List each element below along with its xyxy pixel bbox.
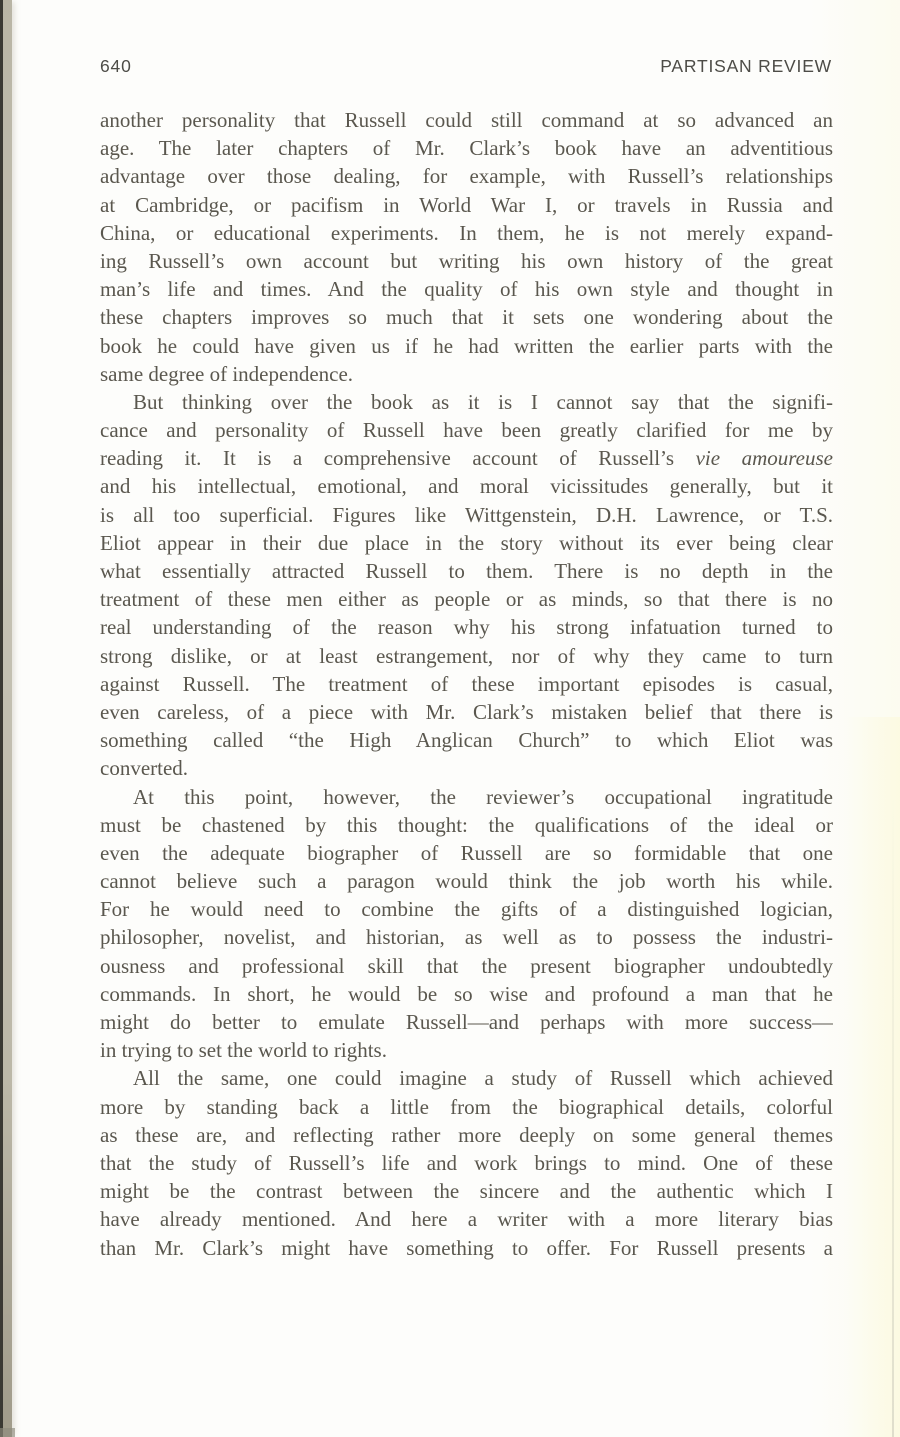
- text-segment: commands. In short, he would be so wise and profound a man that he: [100, 981, 833, 1006]
- text-segment: and his intellectual, emotional, and moral vicissitudes generally, but it: [100, 474, 833, 499]
- page-body: [100, 106, 833, 1262]
- text-segment: cannot believe such a paragon would think the job worth his while.: [100, 869, 833, 894]
- paragraph: [100, 106, 833, 388]
- text-line: [100, 501, 833, 529]
- text-line: [100, 1008, 833, 1036]
- text-segment: ing Russell’s own account but writing his own history of the great: [100, 248, 833, 273]
- text-segment: might be the contrast between the sincere and the authentic which I: [100, 1179, 833, 1204]
- text-line: [100, 162, 833, 190]
- text-line: [100, 275, 833, 303]
- scan-edge-bottom-smudge: [0, 1428, 15, 1437]
- text-line: [100, 1149, 833, 1177]
- text-segment: what essentially attracted Russell to them. There is no depth in the: [100, 559, 833, 583]
- text-line: [100, 726, 833, 754]
- scan-tint-bottom-right: [845, 717, 900, 1437]
- text-segment: man’s life and times. And the quality of his own style and thought in: [100, 277, 833, 302]
- text-line: [100, 952, 833, 980]
- text-segment: treatment of these men either as people or as minds, so that there is no: [100, 587, 833, 612]
- text-line: [100, 134, 833, 162]
- text-line: [100, 698, 833, 726]
- text-line: [100, 388, 833, 416]
- page-number: 640: [100, 56, 132, 76]
- text-segment: same degree of independence.: [100, 361, 354, 386]
- text-segment: than Mr. Clark’s might have something to offer. For Russell presents a: [100, 1235, 833, 1260]
- text-line: [100, 303, 833, 331]
- text-segment: For he would need to combine the gifts of a distinguished logician,: [100, 897, 833, 922]
- journal-title: PARTISAN REVIEW: [660, 56, 832, 76]
- text-line: [100, 895, 833, 923]
- text-line: [100, 867, 833, 895]
- text-segment: book he could have given us if he had written the earlier parts with the: [100, 333, 833, 358]
- text-segment: But thinking over the book as it is I cannot say that the signifi-: [133, 389, 833, 414]
- text-line: [100, 444, 833, 472]
- paragraph: [100, 1064, 833, 1261]
- running-head: [100, 56, 832, 77]
- text-segment: converted.: [100, 756, 189, 781]
- italic-text-segment: vie amoureuse: [695, 446, 833, 471]
- text-line: [100, 472, 833, 500]
- text-segment: that the study of Russell’s life and work brings to mind. One of these: [100, 1150, 833, 1175]
- text-line: [100, 247, 833, 275]
- text-segment: All the same, one could imagine a study of Russell which achieved: [133, 1066, 833, 1091]
- text-segment: China, or educational experiments. In them, he is not merely expand-: [100, 220, 833, 245]
- text-segment: At this point, however, the reviewer’s occupational ingratitude: [133, 784, 833, 809]
- text-segment: at Cambridge, or pacifism in World War I, or travels in Russia and: [100, 192, 833, 217]
- text-line: [100, 923, 833, 951]
- text-line: [100, 811, 833, 839]
- scan-edge-gutter-strip: [3, 0, 12, 1437]
- text-line: [100, 332, 833, 360]
- paragraph: [100, 388, 833, 783]
- text-line: [100, 191, 833, 219]
- text-segment: advantage over those dealing, for example, with Russell’s relationships: [100, 164, 833, 189]
- paragraph: [100, 783, 833, 1065]
- text-segment: as these are, and reflecting rather more deeply on some general themes: [100, 1122, 833, 1147]
- text-segment: reading it. It is a comprehensive account of Russell’s: [100, 446, 696, 471]
- text-line: [100, 839, 833, 867]
- text-line: [100, 529, 833, 557]
- text-line: [100, 1177, 833, 1205]
- text-line: [100, 416, 833, 444]
- text-line: [100, 783, 833, 811]
- text-segment: real understanding of the reason why his strong infatuation turned to: [100, 615, 833, 640]
- scan-right-edge-shadow: [892, 797, 894, 1437]
- text-line: [100, 613, 833, 641]
- text-segment: have already mentioned. And here a writer with a more literary bias: [100, 1207, 833, 1232]
- text-segment: something called “the High Anglican Church” to which Eliot was: [100, 728, 833, 753]
- text-segment: another personality that Russell could still command at so advanced an: [100, 108, 833, 132]
- text-segment: strong dislike, or at least estrangement, nor of why they came to turn: [100, 643, 833, 668]
- text-segment: might do better to emulate Russell—and perhaps with more success—: [100, 1010, 833, 1034]
- text-line: [100, 1093, 833, 1121]
- text-line: [100, 1064, 833, 1092]
- text-segment: is all too superficial. Figures like Wittgenstein, D.H. Lawrence, or T.S.: [100, 502, 833, 527]
- text-line: [100, 754, 833, 782]
- text-segment: ousness and professional skill that the present biographer undoubtedly: [100, 953, 833, 978]
- text-segment: age. The later chapters of Mr. Clark’s book have an adventitious: [100, 136, 833, 161]
- text-line: [100, 360, 833, 388]
- text-line: [100, 1234, 833, 1262]
- text-line: [100, 1121, 833, 1149]
- text-segment: even the adequate biographer of Russell are so formidable that one: [100, 840, 833, 865]
- text-segment: in trying to set the world to rights.: [100, 1038, 387, 1063]
- text-segment: philosopher, novelist, and historian, as well as to possess the industri-: [100, 925, 833, 950]
- text-segment: these chapters improves so much that it sets one wondering about the: [100, 305, 833, 330]
- text-line: [100, 670, 833, 698]
- text-segment: against Russell. The treatment of these important episodes is casual,: [100, 671, 833, 696]
- text-line: [100, 980, 833, 1008]
- text-line: [100, 1036, 833, 1064]
- text-segment: more by standing back a little from the biographical details, colorful: [100, 1094, 833, 1119]
- text-segment: even careless, of a piece with Mr. Clark’s mistaken belief that there is: [100, 699, 833, 724]
- text-line: [100, 106, 833, 134]
- text-line: [100, 1205, 833, 1233]
- text-line: [100, 557, 833, 585]
- text-line: [100, 642, 833, 670]
- text-segment: Eliot appear in their due place in the story without its ever being clear: [100, 530, 833, 555]
- text-line: [100, 219, 833, 247]
- text-segment: cance and personality of Russell have been greatly clarified for me by: [100, 418, 833, 443]
- text-segment: must be chastened by this thought: the qualifications of the ideal or: [100, 812, 833, 837]
- text-line: [100, 585, 833, 613]
